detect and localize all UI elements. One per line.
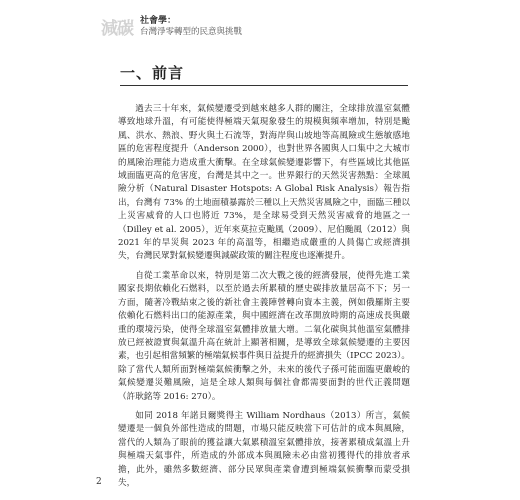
running-header (98, 12, 428, 42)
series-name: 社會學： (140, 16, 177, 26)
paragraph: 過去三十年來，氣候變遷受到越來越多人群的關注，全球排放溫室氣體導致地球升溫，有可能使得極端天氣現象發生的規模與頻率增加，特別是颱風、洪水、熱浪、野火與土石流等，對海岸與山坡地等高風險或生態敏感地區的危害程度提升（Anderson 2000），也對世界各國與人口集中之大城市的風險治理能力造成重大衝擊。在全球氣候變遷影響下，有些區域比其他區域面臨更高的危害度，台灣是其中之一。世界銀行的天然災害熱點：全球風險分析（Natural Disaster Hotspots: A Global Risk Analysis）報告指出，台灣有 73% 的土地面積暴露於三種以上天然災害風險之中，面臨三種以上災害威脅的人口也將近 73%，是全球易受到天然災害威脅的地區之一（Dilley et al. 2005），近年來莫拉克颱風（2009）、尼伯颱風（2012）與 2021 年的旱災與 2023 年的高溫等，相繼造成嚴重的人員傷亡或經濟損失，台灣民眾對氣候變遷與減碳政策的關注程度也逐漸提升。 (118, 104, 410, 262)
title-divider (120, 85, 408, 86)
body-text (118, 103, 410, 496)
book-logo: 減碳 (101, 18, 133, 39)
paragraph: 自從工業革命以來，特別是第二次大戰之後的經濟發展，使得先進工業國家長期依賴化石燃料，以至於過去所累積的歷史碳排放量居高不下；另一方面，隨著冷戰結束之後的新社會主義陣營轉向資本主義，例如俄羅斯主要依賴化石燃料出口的能源產業，與中國經濟在改革開放時期的高速成長與嚴重的環境污染，使得全球溫室氣體排放量大增。二氧化碳與其他溫室氣體排放已經被證實與氣溫升高在統計上顯著相關，是導致全球氣候變遷的主要因素，也引起相當頻繁的極端氣候事件與日益提升的經濟損失（IPCC 2023）。除了當代人類所面對極端氣候衝擊之外，未來的後代子孫可能面臨更嚴峻的氣候變遷災難風險，這是全球人類與每個社會都需要面對的世代正義問題（許耿銘等 2016: 270）。 (118, 270, 410, 402)
paragraph: 如同 2018 年諾貝爾獎得主 William Nordhaus（2013）所言，氣候變遷是一個負外部性造成的問題，市場只能反映當下可估計的成本與風險，當代的人類為了眼前的獲益讓大氣累積溫室氣體排放，接著累積成氣溫上升與極端天氣事件，所造成的外部成本與風險未必由當初獲得代的排放者承擔，此外，雖然多數經濟、部分民眾與產業會遭到極端氣候衝擊而蒙受損失， (118, 410, 410, 488)
series-subtitle: 台灣淨零轉型的民意與挑戰 (140, 27, 243, 37)
series-info (140, 16, 242, 38)
page-number: 2 (96, 477, 102, 487)
section-title: 一、前言 (120, 64, 185, 82)
